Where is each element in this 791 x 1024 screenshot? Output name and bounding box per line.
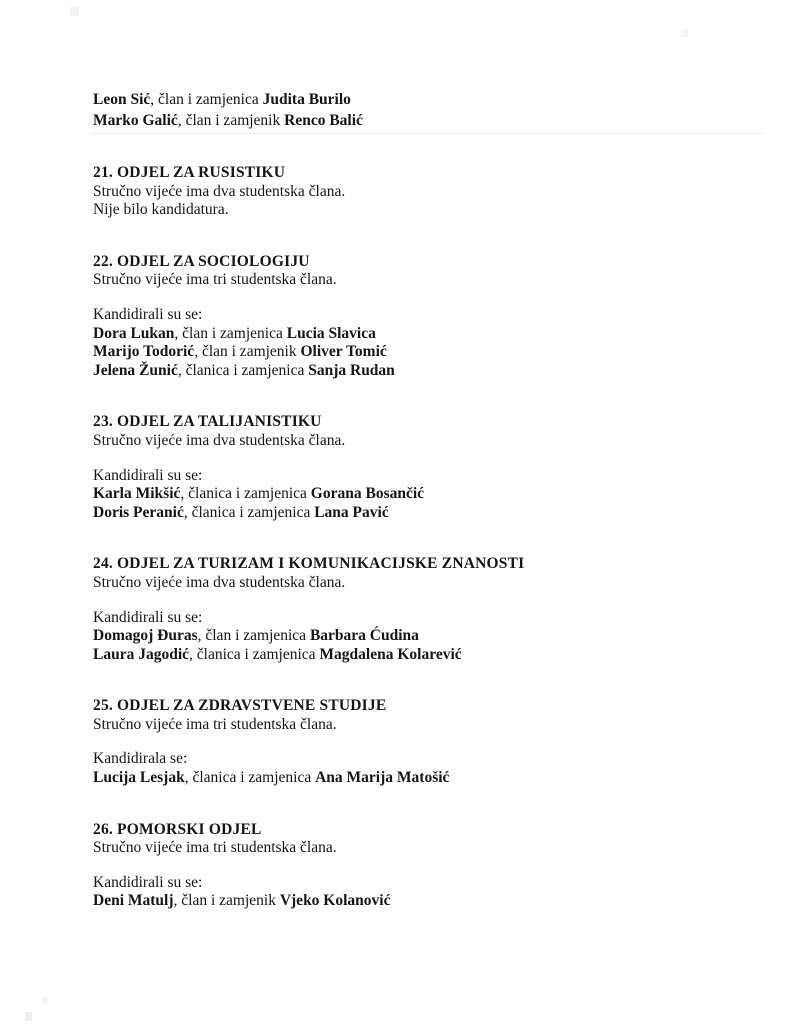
person-name: Lucija Lesjak — [93, 769, 185, 787]
council-size-text: Stručno vijeće ima tri studentska člana. — [93, 715, 337, 733]
person-name: Marijo Todorić — [93, 343, 195, 361]
candidate-line — [93, 646, 733, 665]
role-text: , član i zamjenica — [150, 91, 263, 108]
department-sections — [93, 164, 733, 911]
person-name: Dora Lukan — [93, 324, 175, 342]
candidate-line — [93, 892, 733, 911]
council-size-text: Stručno vijeće ima dva studentska člana. — [93, 431, 346, 449]
person-name: Magdalena Kolarević — [319, 645, 462, 663]
department-section — [93, 555, 733, 664]
council-size-text: Stručno vijeće ima tri studentska člana. — [93, 271, 337, 289]
role-text: , član i zamjenica — [174, 324, 287, 342]
candidate-line — [93, 362, 733, 381]
candidates-label: Kandidirali su se: — [93, 305, 203, 323]
candidate-line — [93, 325, 733, 344]
person-name: Lana Pavić — [314, 503, 389, 521]
department-section — [93, 253, 733, 381]
document-page — [93, 89, 733, 911]
role-text: , članica i zamjenica — [180, 485, 311, 503]
intro-candidate-lines — [93, 89, 733, 131]
person-name: Doris Peranić — [93, 503, 184, 521]
candidate-line — [93, 627, 733, 646]
candidates-group — [93, 750, 733, 787]
person-name: Vjeko Kolanović — [279, 892, 391, 910]
scan-artifact-speck — [70, 7, 79, 16]
section-heading: 21. ODJEL ZA RUSISTIKU — [93, 164, 286, 181]
candidates-group — [93, 306, 733, 380]
role-text: , član i zamjenik — [194, 343, 301, 361]
council-size-text: Stručno vijeće ima dva studentska člana. — [93, 182, 346, 200]
candidates-label: Kandidirali su se: — [93, 466, 203, 484]
role-text: , članica i zamjenica — [189, 645, 320, 663]
council-size-text: Stručno vijeće ima tri studentska člana. — [93, 839, 337, 857]
role-text: , član i zamjenica — [197, 627, 310, 645]
person-name: Judita Burilo — [262, 91, 351, 108]
role-text: , članica i zamjenica — [183, 503, 315, 521]
person-name: Deni Matulj — [93, 892, 174, 910]
candidate-line — [93, 89, 733, 110]
department-section — [93, 821, 733, 911]
scan-artifact-speck — [25, 1012, 32, 1021]
person-name: Oliver Tomić — [300, 343, 387, 361]
section-heading: 22. ODJEL ZA SOCIOLOGIJU — [93, 252, 310, 270]
scan-artifact-speck — [42, 997, 48, 1004]
candidates-label: Kandidirala se: — [93, 750, 188, 768]
department-section — [93, 164, 733, 220]
person-name: Lucia Slavica — [286, 324, 376, 342]
candidates-group — [93, 467, 733, 523]
person-name: Laura Jagodić — [93, 645, 190, 663]
department-section — [93, 697, 733, 787]
candidates-label: Kandidirali su se: — [93, 873, 203, 891]
person-name: Leon Sić — [93, 91, 151, 108]
scan-artifact-speck — [681, 29, 688, 37]
section-heading: 26. POMORSKI ODJEL — [93, 820, 262, 838]
person-name: Renco Balić — [284, 112, 363, 129]
section-heading: 24. ODJEL ZA TURIZAM I KOMUNIKACIJSKE ZNANOSTI — [93, 555, 525, 573]
section-heading: 25. ODJEL ZA ZDRAVSTVENE STUDIJE — [93, 697, 387, 715]
person-name: Jelena Žunić — [93, 361, 178, 379]
candidate-line — [93, 485, 733, 504]
role-text: , član i zamjenik — [177, 112, 285, 129]
candidates-group — [93, 609, 733, 665]
candidates-group — [93, 874, 733, 911]
candidate-line — [93, 343, 733, 362]
person-name: Barbara Ćudina — [309, 627, 419, 645]
person-name: Marko Galić — [93, 112, 178, 129]
candidate-line — [93, 504, 733, 523]
person-name: Gorana Bosančić — [310, 485, 425, 503]
person-name: Ana Marija Matošić — [315, 769, 450, 787]
role-text: , članica i zamjenica — [184, 769, 316, 787]
candidates-label: Kandidirali su se: — [93, 608, 203, 626]
council-size-text: Stručno vijeće ima dva studentska člana. — [93, 573, 346, 591]
person-name: Domagoj Đuras — [93, 627, 198, 645]
candidate-line — [93, 769, 733, 788]
person-name: Karla Mikšić — [93, 485, 181, 503]
person-name: Sanja Rudan — [308, 361, 395, 379]
candidate-line — [93, 110, 733, 131]
role-text: , članica i zamjenica — [177, 361, 309, 379]
section-heading: 23. ODJEL ZA TALIJANISTIKU — [93, 413, 322, 431]
no-candidates-note: Nije bilo kandidatura. — [93, 201, 229, 219]
role-text: , član i zamjenik — [173, 892, 280, 910]
department-section — [93, 413, 733, 522]
